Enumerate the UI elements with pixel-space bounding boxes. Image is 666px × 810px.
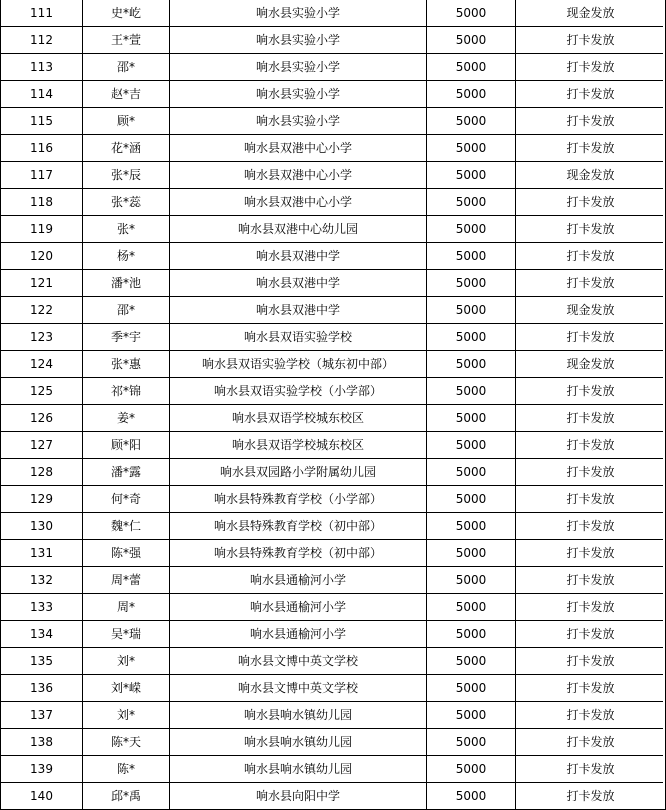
amount-cell[interactable]: 5000 — [427, 243, 516, 270]
amount-cell[interactable]: 5000 — [427, 513, 516, 540]
name-cell[interactable]: 张* — [83, 216, 170, 243]
row-number-cell[interactable]: 119 — [1, 216, 83, 243]
school-cell[interactable]: 响水县双港中学 — [170, 270, 427, 297]
table-row — [1, 567, 666, 594]
name-cell[interactable]: 周*蕾 — [83, 567, 170, 594]
table-row — [1, 405, 666, 432]
amount-cell[interactable]: 5000 — [427, 783, 516, 810]
payment-method-cell[interactable]: 打卡发放 — [516, 540, 666, 567]
amount-cell[interactable]: 5000 — [427, 297, 516, 324]
table-row — [1, 432, 666, 459]
table-row — [1, 54, 666, 81]
payment-method-cell[interactable]: 打卡发放 — [516, 486, 666, 513]
school-cell[interactable]: 响水县通榆河小学 — [170, 594, 427, 621]
school-cell[interactable]: 响水县双港中心小学 — [170, 189, 427, 216]
name-cell[interactable]: 潘*露 — [83, 459, 170, 486]
row-number-cell[interactable]: 124 — [1, 351, 83, 378]
table-row — [1, 459, 666, 486]
name-cell[interactable]: 花*涵 — [83, 135, 170, 162]
name-cell[interactable]: 姜* — [83, 405, 170, 432]
row-number-cell[interactable]: 125 — [1, 378, 83, 405]
payment-method-cell[interactable]: 打卡发放 — [516, 594, 666, 621]
payment-method-cell[interactable]: 打卡发放 — [516, 783, 666, 810]
school-cell[interactable]: 响水县双港中学 — [170, 243, 427, 270]
row-number-cell[interactable]: 131 — [1, 540, 83, 567]
school-cell[interactable]: 响水县特殊教育学校（小学部） — [170, 486, 427, 513]
row-number-cell[interactable]: 127 — [1, 432, 83, 459]
row-number-cell[interactable]: 122 — [1, 297, 83, 324]
school-cell[interactable]: 响水县双港中学 — [170, 297, 427, 324]
name-cell[interactable]: 陈* — [83, 756, 170, 783]
name-cell[interactable]: 赵*吉 — [83, 81, 170, 108]
name-cell[interactable]: 邵* — [83, 297, 170, 324]
payment-method-cell[interactable]: 打卡发放 — [516, 702, 666, 729]
school-cell[interactable]: 响水县文博中英文学校 — [170, 675, 427, 702]
school-cell[interactable]: 响水县响水镇幼儿园 — [170, 702, 427, 729]
name-cell[interactable]: 陈*天 — [83, 729, 170, 756]
payment-method-cell[interactable]: 打卡发放 — [516, 54, 666, 81]
name-cell[interactable]: 周* — [83, 594, 170, 621]
school-cell[interactable]: 响水县双语实验学校 — [170, 324, 427, 351]
table-row — [1, 297, 666, 324]
payment-method-cell[interactable]: 打卡发放 — [516, 189, 666, 216]
amount-cell[interactable]: 5000 — [427, 162, 516, 189]
name-cell[interactable]: 张*辰 — [83, 162, 170, 189]
table-row — [1, 108, 666, 135]
amount-cell[interactable]: 5000 — [427, 486, 516, 513]
school-cell[interactable]: 响水县响水镇幼儿园 — [170, 756, 427, 783]
amount-cell[interactable]: 5000 — [427, 702, 516, 729]
name-cell[interactable]: 杨* — [83, 243, 170, 270]
amount-cell[interactable]: 5000 — [427, 756, 516, 783]
amount-cell[interactable]: 5000 — [427, 270, 516, 297]
row-number-cell[interactable]: 112 — [1, 27, 83, 54]
table-row — [1, 756, 666, 783]
row-number-cell[interactable]: 123 — [1, 324, 83, 351]
school-cell[interactable]: 响水县特殊教育学校（初中部） — [170, 513, 427, 540]
table-row — [1, 162, 666, 189]
payment-method-cell[interactable]: 打卡发放 — [516, 27, 666, 54]
table-row — [1, 783, 666, 810]
payment-method-cell[interactable]: 打卡发放 — [516, 459, 666, 486]
payment-method-cell[interactable]: 打卡发放 — [516, 216, 666, 243]
amount-cell[interactable]: 5000 — [427, 108, 516, 135]
table-row — [1, 513, 666, 540]
payment-method-cell[interactable]: 打卡发放 — [516, 567, 666, 594]
amount-cell[interactable]: 5000 — [427, 729, 516, 756]
school-cell[interactable]: 响水县文博中英文学校 — [170, 648, 427, 675]
row-number-cell[interactable]: 129 — [1, 486, 83, 513]
table-row — [1, 324, 666, 351]
amount-cell[interactable]: 5000 — [427, 459, 516, 486]
amount-cell[interactable]: 5000 — [427, 135, 516, 162]
name-cell[interactable]: 邵* — [83, 54, 170, 81]
row-number-cell[interactable]: 117 — [1, 162, 83, 189]
payment-method-cell[interactable]: 现金发放 — [516, 0, 666, 27]
payment-method-cell[interactable]: 打卡发放 — [516, 81, 666, 108]
payment-method-cell[interactable]: 打卡发放 — [516, 108, 666, 135]
school-cell[interactable]: 响水县通榆河小学 — [170, 567, 427, 594]
row-number-cell[interactable]: 133 — [1, 594, 83, 621]
school-cell[interactable]: 响水县实验小学 — [170, 81, 427, 108]
payment-method-cell[interactable]: 打卡发放 — [516, 135, 666, 162]
table-row — [1, 27, 666, 54]
amount-cell[interactable]: 5000 — [427, 567, 516, 594]
name-cell[interactable]: 陈*强 — [83, 540, 170, 567]
table-row — [1, 378, 666, 405]
row-number-cell[interactable]: 120 — [1, 243, 83, 270]
row-number-cell[interactable]: 132 — [1, 567, 83, 594]
school-cell[interactable]: 响水县实验小学 — [170, 108, 427, 135]
amount-cell[interactable]: 5000 — [427, 405, 516, 432]
name-cell[interactable]: 刘* — [83, 702, 170, 729]
payment-method-cell[interactable]: 现金发放 — [516, 162, 666, 189]
table-row — [1, 486, 666, 513]
payment-method-cell[interactable]: 打卡发放 — [516, 675, 666, 702]
table-row — [1, 135, 666, 162]
name-cell[interactable]: 王*萱 — [83, 27, 170, 54]
name-cell[interactable]: 潘*池 — [83, 270, 170, 297]
table-row — [1, 675, 666, 702]
table-row — [1, 243, 666, 270]
row-number-cell[interactable]: 121 — [1, 270, 83, 297]
payment-method-cell[interactable]: 打卡发放 — [516, 432, 666, 459]
row-number-cell[interactable]: 140 — [1, 783, 83, 810]
row-number-cell[interactable]: 116 — [1, 135, 83, 162]
sheet-edge — [663, 0, 665, 788]
school-cell[interactable]: 响水县实验小学 — [170, 27, 427, 54]
amount-cell[interactable]: 5000 — [427, 378, 516, 405]
name-cell[interactable]: 张*蕊 — [83, 189, 170, 216]
table-row — [1, 540, 666, 567]
payment-method-cell[interactable]: 打卡发放 — [516, 648, 666, 675]
school-cell[interactable]: 响水县双港中心幼儿园 — [170, 216, 427, 243]
table-row — [1, 621, 666, 648]
payment-method-cell[interactable]: 打卡发放 — [516, 756, 666, 783]
amount-cell[interactable]: 5000 — [427, 351, 516, 378]
row-number-cell[interactable]: 111 — [1, 0, 83, 27]
table-row — [1, 189, 666, 216]
amount-cell[interactable]: 5000 — [427, 540, 516, 567]
payment-method-cell[interactable]: 打卡发放 — [516, 405, 666, 432]
payment-method-cell[interactable]: 打卡发放 — [516, 243, 666, 270]
table-row — [1, 0, 666, 27]
name-cell[interactable]: 史*屹 — [83, 0, 170, 27]
table-row — [1, 729, 666, 756]
name-cell[interactable]: 顾*阳 — [83, 432, 170, 459]
table-row — [1, 216, 666, 243]
amount-cell[interactable]: 5000 — [427, 675, 516, 702]
name-cell[interactable]: 顾* — [83, 108, 170, 135]
school-cell[interactable]: 响水县双语学校城东校区 — [170, 432, 427, 459]
row-number-cell[interactable]: 115 — [1, 108, 83, 135]
school-cell[interactable]: 响水县向阳中学 — [170, 783, 427, 810]
amount-cell[interactable]: 5000 — [427, 594, 516, 621]
table-row — [1, 81, 666, 108]
payment-method-cell[interactable]: 打卡发放 — [516, 270, 666, 297]
school-cell[interactable]: 响水县实验小学 — [170, 54, 427, 81]
payment-method-cell[interactable]: 打卡发放 — [516, 378, 666, 405]
amount-cell[interactable]: 5000 — [427, 54, 516, 81]
row-number-cell[interactable]: 137 — [1, 702, 83, 729]
name-cell[interactable]: 吴*瑞 — [83, 621, 170, 648]
school-cell[interactable]: 响水县响水镇幼儿园 — [170, 729, 427, 756]
payment-method-cell[interactable]: 现金发放 — [516, 351, 666, 378]
name-cell[interactable]: 张*惠 — [83, 351, 170, 378]
name-cell[interactable]: 季*宇 — [83, 324, 170, 351]
amount-cell[interactable]: 5000 — [427, 0, 516, 27]
name-cell[interactable]: 祁*锦 — [83, 378, 170, 405]
amount-cell[interactable]: 5000 — [427, 189, 516, 216]
school-cell[interactable]: 响水县双港中心小学 — [170, 135, 427, 162]
school-cell[interactable]: 响水县通榆河小学 — [170, 621, 427, 648]
school-cell[interactable]: 响水县双港中心小学 — [170, 162, 427, 189]
school-cell[interactable]: 响水县特殊教育学校（初中部） — [170, 540, 427, 567]
table-row — [1, 270, 666, 297]
row-number-cell[interactable]: 128 — [1, 459, 83, 486]
name-cell[interactable]: 邱*禹 — [83, 783, 170, 810]
row-number-cell[interactable]: 139 — [1, 756, 83, 783]
school-cell[interactable]: 响水县双语学校城东校区 — [170, 405, 427, 432]
amount-cell[interactable]: 5000 — [427, 81, 516, 108]
table-row — [1, 702, 666, 729]
row-number-cell[interactable]: 126 — [1, 405, 83, 432]
amount-cell[interactable]: 5000 — [427, 432, 516, 459]
table-row — [1, 648, 666, 675]
table-row — [1, 594, 666, 621]
row-number-cell[interactable]: 135 — [1, 648, 83, 675]
name-cell[interactable]: 魏*仁 — [83, 513, 170, 540]
amount-cell[interactable]: 5000 — [427, 621, 516, 648]
row-number-cell[interactable]: 118 — [1, 189, 83, 216]
row-number-cell[interactable]: 130 — [1, 513, 83, 540]
amount-cell[interactable]: 5000 — [427, 324, 516, 351]
payment-method-cell[interactable]: 打卡发放 — [516, 324, 666, 351]
row-number-cell[interactable]: 136 — [1, 675, 83, 702]
amount-cell[interactable]: 5000 — [427, 216, 516, 243]
name-cell[interactable]: 刘*嵘 — [83, 675, 170, 702]
payment-method-cell[interactable]: 打卡发放 — [516, 621, 666, 648]
row-number-cell[interactable]: 113 — [1, 54, 83, 81]
payment-method-cell[interactable]: 打卡发放 — [516, 729, 666, 756]
row-number-cell[interactable]: 138 — [1, 729, 83, 756]
payment-method-cell[interactable]: 打卡发放 — [516, 513, 666, 540]
row-number-cell[interactable]: 114 — [1, 81, 83, 108]
school-cell[interactable]: 响水县双园路小学附属幼儿园 — [170, 459, 427, 486]
payment-method-cell[interactable]: 现金发放 — [516, 297, 666, 324]
school-cell[interactable]: 响水县双语实验学校（小学部） — [170, 378, 427, 405]
school-cell[interactable]: 响水县双语实验学校（城东初中部） — [170, 351, 427, 378]
amount-cell[interactable]: 5000 — [427, 648, 516, 675]
school-cell[interactable]: 响水县实验小学 — [170, 0, 427, 27]
amount-cell[interactable]: 5000 — [427, 27, 516, 54]
name-cell[interactable]: 何*奇 — [83, 486, 170, 513]
table-body — [1, 0, 666, 810]
row-number-cell[interactable]: 134 — [1, 621, 83, 648]
table-row — [1, 351, 666, 378]
name-cell[interactable]: 刘* — [83, 648, 170, 675]
